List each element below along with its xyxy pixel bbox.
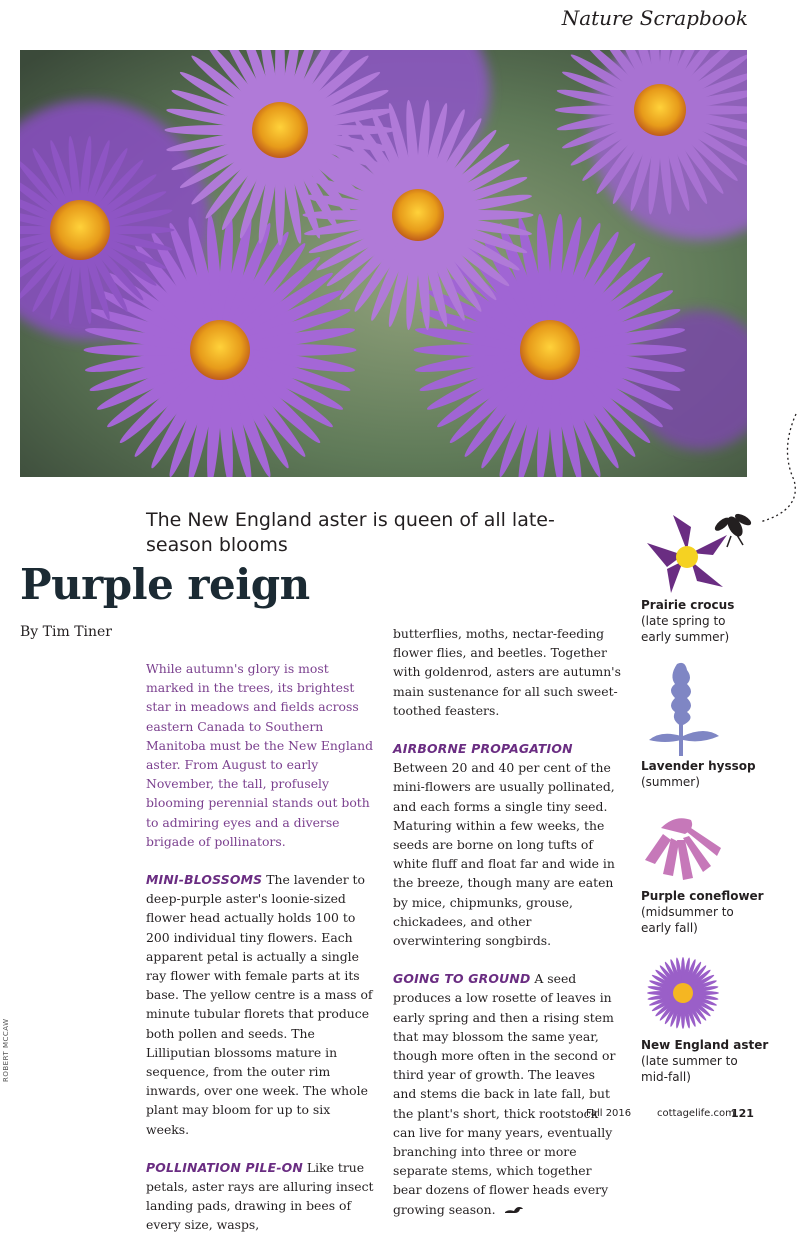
lavender-hyssop-icon <box>641 660 761 758</box>
subhead-mini-blossoms: MINI-BLOSSOMS <box>146 872 263 888</box>
photo-credit: ROBERT MCCAW <box>2 1018 10 1082</box>
body-mini-blossoms: The lavender to deep-purple aster's loonie-sized flower head actually holds 100 to 200 individual tiny flowers. Each apparent petal is actually a single ray flower with female parts at its base. The yellow centre is a mass of minute tubular florets that produce both pollen and seeds. The Lilliputian blossoms mature in sequence, from the outer rim inwards, over one week. The whole plant may bloom for up to six weeks. <box>146 872 373 1137</box>
subhead-ground: GOING TO GROUND <box>393 971 531 987</box>
section-label: Nature Scrapbook <box>561 6 748 30</box>
section-ground <box>393 969 621 1219</box>
loon-end-mark-icon <box>504 1205 524 1215</box>
aster-photo-illustration <box>20 50 747 477</box>
sidebar-name: Lavender hyssop <box>641 759 756 773</box>
sidebar-name: Prairie crocus <box>641 598 735 612</box>
new-england-aster-icon <box>641 955 761 1037</box>
sidebar-name: Purple coneflower <box>641 889 764 903</box>
sidebar-lavender-hyssop <box>641 660 791 790</box>
sidebar-note: (midsummer to early fall) <box>641 905 734 935</box>
body-pollination-continued: butterflies, moths, nectar-feeding flower flies, and beetles. Together with goldenrod, asters are autumn's main sustenance for all such sweet-toothed feasters. <box>393 626 621 718</box>
article-headline: Purple reign <box>20 560 310 609</box>
text-column-2 <box>393 624 621 1238</box>
section-mini-blossoms <box>146 870 374 1139</box>
sidebar-note: (late spring to early summer) <box>641 614 730 644</box>
sidebar-purple-coneflower <box>641 812 791 936</box>
body-pollination: Like true petals, aster rays are alluring insect landing pads, drawing in bees of every size, wasps, <box>146 1159 374 1233</box>
prairie-crocus-icon <box>641 505 761 597</box>
purple-coneflower-icon <box>641 812 761 888</box>
section-pollination <box>146 1158 374 1235</box>
sidebar-new-england-aster <box>641 955 791 1085</box>
footer-site: cottagelife.com <box>657 1108 735 1119</box>
intro-paragraph: While autumn's glory is most marked in the trees, its brightest star in meadows and fields across eastern Canada to Southern Manitoba must be the New England aster. From August to early November, the tall, profusely blooming perennial stands out both to admiring eyes and a diverse brigade of pollinators. <box>146 661 374 849</box>
body-ground: A seed produces a low rosette of leaves in early spring and then a rising stem that may blossom the same year, though more often in the second or third year of growth. The leaves and stems die back in late fall, but the plant's short, thick rootstock can live for many years, eventually branching into three or more separate stems, which together bear dozens of flower heads every growing season. <box>393 971 616 1217</box>
section-airborne <box>393 739 621 950</box>
sidebar-name: New England aster <box>641 1038 769 1052</box>
text-column-1 <box>146 659 374 1254</box>
byline: By Tim Tiner <box>20 624 112 640</box>
hero-photo <box>20 50 747 477</box>
page-number: 121 <box>731 1107 754 1120</box>
subhead-airborne: AIRBORNE PROPAGATION <box>393 741 573 757</box>
sidebar-note: (late summer to mid-fall) <box>641 1054 738 1084</box>
subhead-pollination: POLLINATION PILE-ON <box>146 1159 303 1175</box>
body-airborne: Between 20 and 40 per cent of the mini-flowers are usually pollinated, and each forms a single tiny seed. Maturing within a few weeks, the seeds are borne on long tufts of white fluff and float far and wide in the breeze, though many are eaten by mice, chipmunks, grouse, chickadees, and other overwintering songbirds. <box>393 760 615 949</box>
article-deck: The New England aster is queen of all late-season blooms <box>146 509 555 556</box>
sidebar-prairie-crocus <box>641 505 791 645</box>
footer-issue: Fall 2016 <box>586 1108 632 1119</box>
sidebar-note: (summer) <box>641 775 700 789</box>
